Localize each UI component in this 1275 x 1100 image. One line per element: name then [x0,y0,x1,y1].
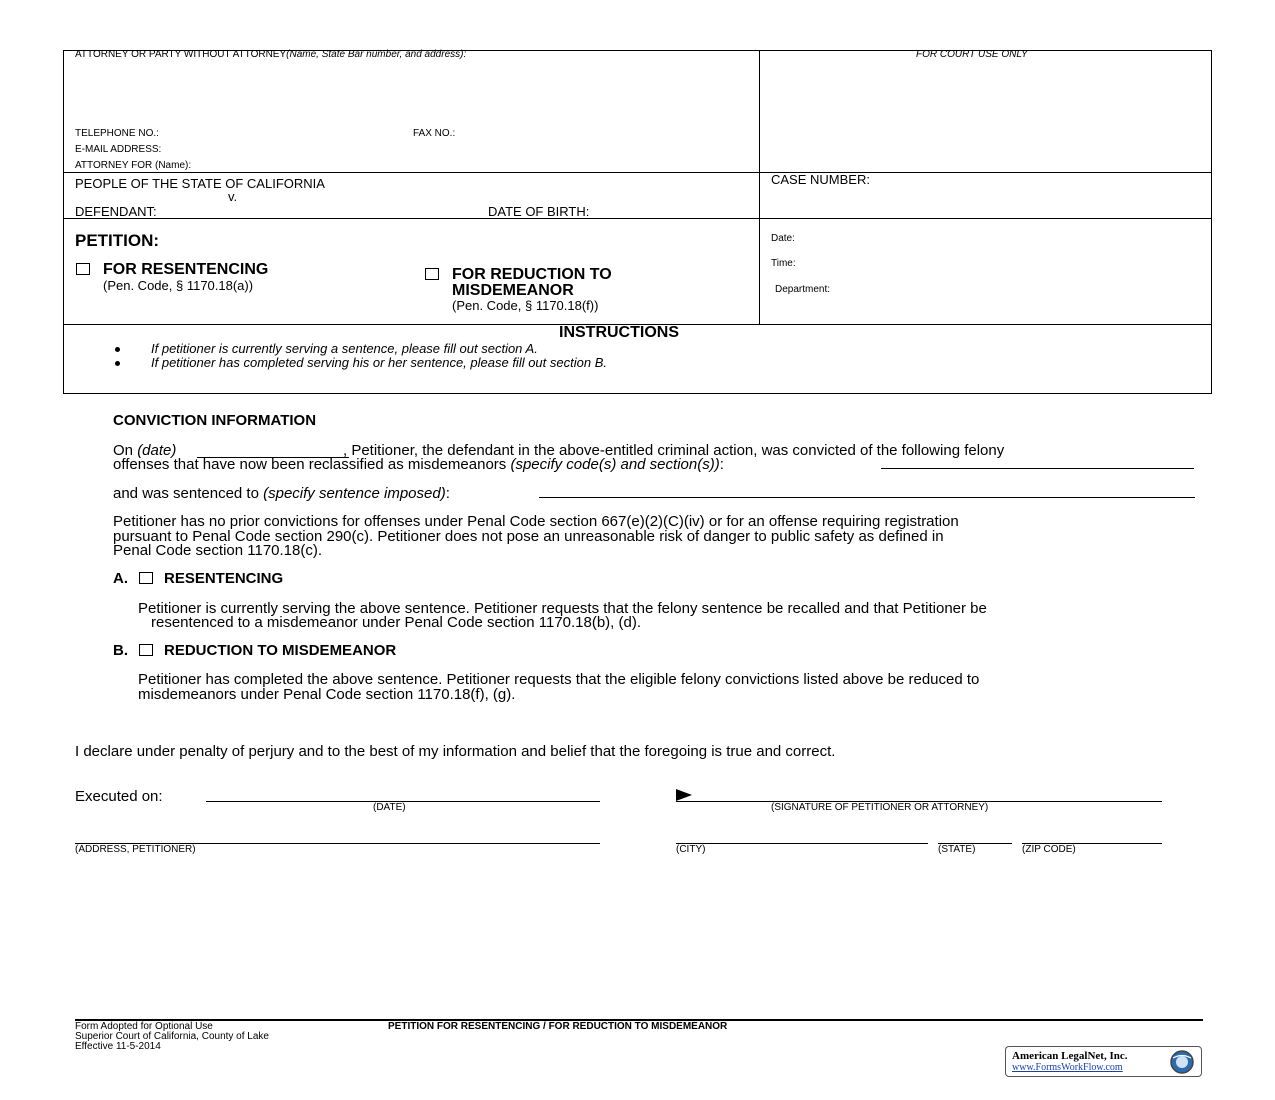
city-field[interactable] [676,843,928,844]
telephone-label: TELEPHONE NO.: [75,128,159,139]
zip-caption: (ZIP CODE) [1022,844,1076,855]
petition-title: PETITION: [75,231,160,250]
date-of-birth-label: DATE OF BIRTH: [488,204,590,219]
attorney-for-label: ATTORNEY FOR (Name): [75,160,192,171]
resentencing-checkbox[interactable] [76,263,90,275]
section-a-line-1: Petitioner is currently serving the above sentence. Petitioner requests that the felony sentence be recalled and that Petitioner be [138,600,987,617]
sentence-field[interactable] [539,497,1195,498]
sentenced-line: and was sentenced to (specify sentence imposed): [113,485,450,502]
section-b-checkbox[interactable] [139,644,153,656]
executed-on-label: Executed on: [75,788,163,805]
signature-caption: (SIGNATURE OF PETITIONER OR ATTORNEY) [771,802,989,813]
offenses-field[interactable] [881,468,1194,469]
logo-url[interactable]: www.FormsWorkFlow.com [1012,1062,1123,1073]
people-label: PEOPLE OF THE STATE OF CALIFORNIA [75,176,325,191]
state-caption: (STATE) [938,844,976,855]
petition-top-rule [63,218,1212,219]
american-legalnet-logo[interactable] [1005,1046,1202,1077]
attorney-label: ATTORNEY OR PARTY WITHOUT ATTORNEY(Name, State Bar number, and address): [75,49,467,60]
conviction-line-1: On (date) [113,442,177,459]
section-b-line-2: misdemeanors under Penal Code section 1170.18(f), (g). [138,686,516,703]
section-b-letter: B. [113,642,128,659]
fax-label: FAX NO.: [413,128,456,139]
caption-top-rule [63,172,1212,173]
prior-line-3: Penal Code section 1170.18(c). [113,542,323,559]
reduction-label-1: FOR REDUCTION TO [452,266,612,283]
section-b-line-1: Petitioner has completed the above sentence. Petitioner requests that the eligible felony convictions listed above be reduced to [138,671,980,688]
footer-line-2: Superior Court of California, County of Lake [75,1031,269,1042]
address-caption: (ADDRESS, PETITIONER) [75,844,196,855]
case-number-label: CASE NUMBER: [771,172,870,187]
reduction-code: (Pen. Code, § 1170.18(f)) [452,298,599,313]
reduction-label-2: MISDEMEANOR [452,282,574,299]
court-use-label: FOR COURT USE ONLY [916,49,1028,60]
section-a-checkbox[interactable] [139,572,153,584]
email-label: E-MAIL ADDRESS: [75,144,162,155]
instructions-title: INSTRUCTIONS [559,324,679,341]
instruction-item: If petitioner has completed serving his or her sentence, please fill out section B. [151,355,607,370]
logo-company-name: American LegalNet, Inc. [1012,1050,1128,1062]
date-caption: (DATE) [373,802,406,813]
conviction-line-2: offenses that have now been reclassified as misdemeanors (specify code(s) and section(s)): [113,456,724,473]
prior-line-2: pursuant to Penal Code section 290(c). Petitioner does not pose an unreasonable risk of danger to public safety as defined in [113,528,944,545]
bullet-icon [115,361,120,366]
defendant-label: DEFENDANT: [75,204,157,219]
section-b-title: REDUCTION TO MISDEMEANOR [164,642,397,659]
versus-label: v. [228,189,238,204]
resentencing-code: (Pen. Code, § 1170.18(a)) [103,278,254,293]
footer-line-3: Effective 11-5-2014 [75,1041,161,1052]
resentencing-label: FOR RESENTENCING [103,261,269,278]
section-a-title: RESENTENCING [164,570,284,587]
conviction-heading: CONVICTION INFORMATION [113,412,317,429]
bullet-icon [115,347,120,352]
declaration-text: I declare under penalty of perjury and to the best of my information and belief that the foregoing is true and correct. [75,743,836,760]
city-caption: (CITY) [676,844,706,855]
footer-form-title: PETITION FOR RESENTENCING / FOR REDUCTION TO MISDEMEANOR [388,1021,728,1032]
prior-line-1: Petitioner has no prior convictions for offenses under Penal Code section 667(e)(2)(C)(iv) or for an offense requiring registration [113,513,959,530]
section-a-letter: A. [113,570,128,587]
instruction-item: If petitioner is currently serving a sentence, please fill out section A. [151,341,538,356]
conviction-line-1-rest: , Petitioner, the defendant in the above-entitled criminal action, was convicted of the following felony [343,442,1005,459]
header-divider [759,50,760,324]
globe-icon [1169,1049,1195,1075]
hearing-date-label: Date: [771,233,795,244]
hearing-time-label: Time: [771,258,796,269]
footer-line-1: Form Adopted for Optional Use [75,1021,213,1032]
hearing-department-label: Department: [775,284,831,295]
section-a-line-2: resentenced to a misdemeanor under Penal Code section 1170.18(b), (d). [151,614,642,631]
reduction-checkbox[interactable] [425,268,439,280]
signature-arrow-icon [676,789,692,801]
